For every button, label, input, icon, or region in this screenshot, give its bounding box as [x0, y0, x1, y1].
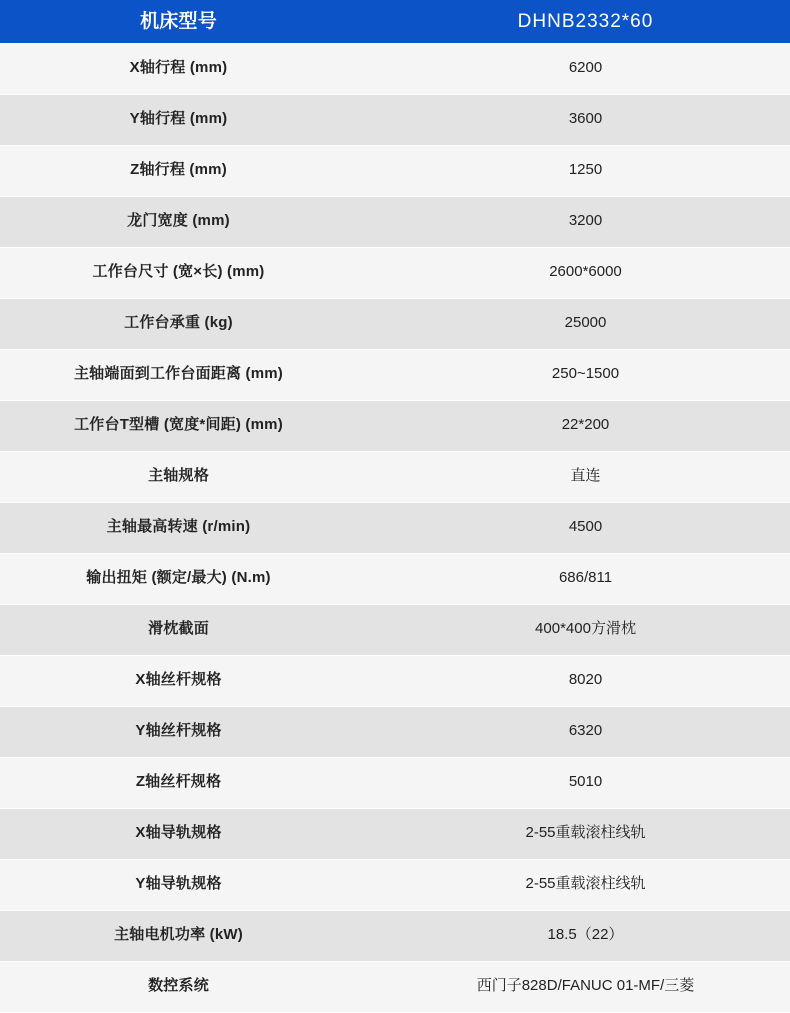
spec-label: X轴丝杆规格 [0, 655, 357, 706]
table-row [0, 145, 790, 196]
table-row [0, 43, 790, 94]
spec-value: 22*200 [357, 400, 790, 451]
table-row [0, 706, 790, 757]
header-label-cell: 机床型号 [140, 10, 217, 32]
spec-label: 工作台承重 (kg) [0, 298, 357, 349]
spec-value: 18.5（22） [357, 910, 790, 961]
spec-value: 4500 [357, 502, 790, 553]
spec-label: 数控系统 [0, 961, 357, 1012]
table-row [0, 655, 790, 706]
spec-label: 龙门宽度 (mm) [0, 196, 357, 247]
spec-label: 输出扭矩 (额定/最大) (N.m) [0, 553, 357, 604]
spec-value: 6200 [357, 43, 790, 94]
table-row [0, 859, 790, 910]
table-row [0, 502, 790, 553]
spec-value: 1250 [357, 145, 790, 196]
spec-value: 2-55重载滚柱线轨 [357, 808, 790, 859]
spec-value: 3200 [357, 196, 790, 247]
spec-label: 主轴电机功率 (kW) [0, 910, 357, 961]
spec-label: 工作台T型槽 (宽度*间距) (mm) [0, 400, 357, 451]
spec-label: X轴行程 (mm) [0, 43, 357, 94]
spec-value: 6320 [357, 706, 790, 757]
spec-value: 2600*6000 [357, 247, 790, 298]
spec-value: 400*400方滑枕 [357, 604, 790, 655]
spec-label: 主轴规格 [0, 451, 357, 502]
table-row [0, 298, 790, 349]
spec-value: 2-55重载滚柱线轨 [357, 859, 790, 910]
spec-label: 主轴最高转速 (r/min) [0, 502, 357, 553]
spec-value: 直连 [357, 451, 790, 502]
table-row [0, 400, 790, 451]
table-row [0, 94, 790, 145]
spec-value: 25000 [357, 298, 790, 349]
table-row [0, 604, 790, 655]
spec-value: 686/811 [357, 553, 790, 604]
spec-table-header-row [0, 0, 790, 43]
spec-label: Y轴丝杆规格 [0, 706, 357, 757]
spec-value: 5010 [357, 757, 790, 808]
table-row [0, 553, 790, 604]
spec-value: 西门子828D/FANUC 01-MF/三菱 [357, 961, 790, 1012]
spec-value: 3600 [357, 94, 790, 145]
spec-label: 滑枕截面 [0, 604, 357, 655]
table-row [0, 349, 790, 400]
header-value-cell: DHNB2332*60 [517, 10, 654, 32]
table-row [0, 451, 790, 502]
spec-label: Y轴行程 (mm) [0, 94, 357, 145]
table-row [0, 910, 790, 961]
table-row [0, 247, 790, 298]
spec-value: 250~1500 [357, 349, 790, 400]
spec-label: Z轴行程 (mm) [0, 145, 357, 196]
spec-label: 工作台尺寸 (宽×长) (mm) [0, 247, 357, 298]
table-row [0, 961, 790, 1012]
spec-label: 主轴端面到工作台面距离 (mm) [0, 349, 357, 400]
table-row [0, 808, 790, 859]
table-row [0, 196, 790, 247]
table-row [0, 757, 790, 808]
spec-label: Y轴导轨规格 [0, 859, 357, 910]
spec-label: Z轴丝杆规格 [0, 757, 357, 808]
spec-label: X轴导轨规格 [0, 808, 357, 859]
spec-value: 8020 [357, 655, 790, 706]
